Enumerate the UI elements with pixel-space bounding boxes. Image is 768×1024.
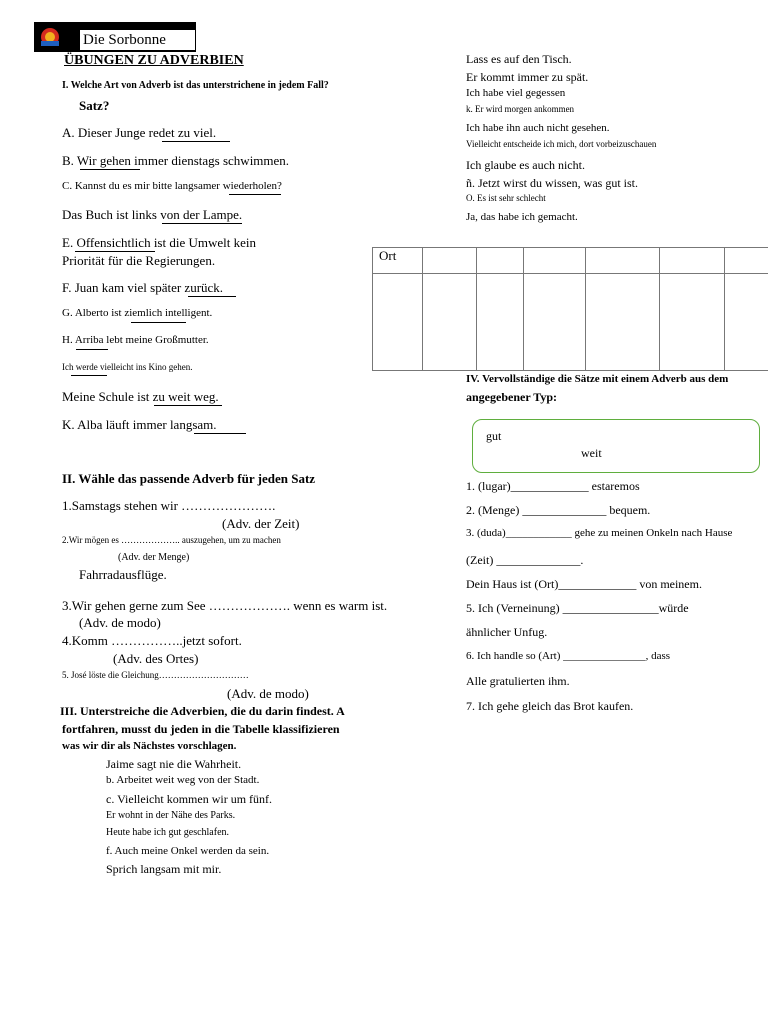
section1-item-e: E. Offensichtlich ist die Umwelt kein <box>62 235 256 250</box>
section1-item-e2: Priorität für die Regierungen. <box>62 253 216 268</box>
section2-line2: 2.Wir mögen es ……………….. auszugehen, um zu machen <box>62 535 281 545</box>
table-cell[interactable] <box>660 274 725 371</box>
section2-line5: 5. José löste die Gleichung………………………… <box>62 670 249 680</box>
section3-item: f. Auch meine Onkel werden da sein. <box>106 845 270 857</box>
section3-item: Jaime sagt nie die Wahrheit. <box>106 757 242 771</box>
section1-item-i: Ich werde vielleicht ins Kino gehen. <box>62 362 193 372</box>
logo-text: Die Sorbonne <box>80 30 195 50</box>
section3-item: b. Arbeitet weit weg von der Stadt. <box>106 774 260 786</box>
section1-heading-cont: Satz? <box>79 98 110 113</box>
section2-line3: 3.Wir gehen gerne zum See ………………. wenn es warm ist. <box>62 598 388 613</box>
section1-item-j: Meine Schule ist zu weit weg. <box>62 389 219 404</box>
section1-item-f: F. Juan kam viel später zurück. <box>62 280 224 295</box>
section1-item-d: Das Buch ist links von der Lampe. <box>62 207 243 222</box>
page-title: ÜBUNGEN ZU ADVERBIEN <box>64 53 244 68</box>
section3-right-item: Er kommt immer zu spät. <box>466 70 589 84</box>
section2-line3-hint: (Adv. de modo) <box>79 615 161 630</box>
section1-heading: I. Welche Art von Adverb ist das unterstrichene in jedem Fall? <box>62 80 329 91</box>
section3-heading2: fortfahren, musst du jeden in die Tabelle klassifizieren <box>62 722 340 736</box>
section4-item: Dein Haus ist (Ort)_____________ von meinem. <box>466 577 702 591</box>
table-header-ort: Ort <box>373 248 423 274</box>
section3-item: Sprich langsam mit mir. <box>106 862 222 876</box>
section2-line4: 4.Komm ……………..jetzt sofort. <box>62 633 242 648</box>
section2-line1: 1.Samstags stehen wir …………………. <box>62 498 276 513</box>
section1-item-b: B. Wir gehen immer dienstags schwimmen. <box>62 153 290 168</box>
word-box-weit: weit <box>581 446 602 460</box>
section3-right-item: Ich habe ihn auch nicht gesehen. <box>466 122 610 134</box>
classification-table <box>372 247 768 371</box>
table-cell[interactable] <box>724 274 768 371</box>
section3-heading3: was wir dir als Nächstes vorschlagen. <box>62 740 237 752</box>
section3-right-item: Ja, das habe ich gemacht. <box>466 211 578 223</box>
section1-item-g: G. Alberto ist ziemlich intelligent. <box>62 307 213 319</box>
section4-item: 3. (duda)____________ gehe zu meinen Onkeln nach Hause <box>466 527 733 539</box>
section4-item: 7. Ich gehe gleich das Brot kaufen. <box>466 699 634 713</box>
table-cell[interactable] <box>586 274 660 371</box>
word-box <box>472 419 760 473</box>
emblem-icon <box>38 26 62 48</box>
section3-item: Heute habe ich gut geschlafen. <box>106 827 230 838</box>
section4-heading2: angegebener Typ: <box>466 390 558 404</box>
section1-item-c: C. Kannst du es mir bitte langsamer wiederholen? <box>62 180 282 192</box>
section3-item: c. Vielleicht kommen wir um fünf. <box>106 792 273 806</box>
section3-right-item: Ich habe viel gegessen <box>466 87 566 99</box>
section3-right-item: O. Es ist sehr schlecht <box>466 193 546 203</box>
section4-item: Alle gratulierten ihm. <box>466 674 570 688</box>
section3-item: Er wohnt in der Nähe des Parks. <box>106 810 236 821</box>
section2-line4-hint: (Adv. des Ortes) <box>113 651 199 666</box>
section3-right-item: ñ. Jetzt wirst du wissen, was gut ist. <box>466 176 638 190</box>
table-cell[interactable] <box>422 274 477 371</box>
word-box-gut: gut <box>486 429 502 443</box>
table-cell[interactable] <box>477 274 523 371</box>
section4-heading1: IV. Vervollständige die Sätze mit einem Adverb aus dem <box>466 373 729 385</box>
section3-right-item: Lass es auf den Tisch. <box>466 52 572 66</box>
section3-right-item: Vielleicht entscheide ich mich, dort vorbeizuschauen <box>466 139 657 149</box>
section4-item: (Zeit) ______________. <box>466 553 584 567</box>
section2-line5-hint: (Adv. de modo) <box>227 686 309 701</box>
section2-heading: II. Wähle das passende Adverb für jeden Satz <box>62 471 316 486</box>
section4-item: 6. Ich handle so (Art) _______________, dass <box>466 650 671 662</box>
section1-item-k: K. Alba läuft immer langsam. <box>62 417 217 432</box>
section4-item: 2. (Menge) ______________ bequem. <box>466 503 651 517</box>
section3-heading1: III. Unterstreiche die Adverbien, die du darin findest. A <box>60 704 345 718</box>
section4-item: 1. (lugar)_____________ estaremos <box>466 479 640 493</box>
section4-item: ähnlicher Unfug. <box>466 625 548 639</box>
table-cell[interactable] <box>523 274 586 371</box>
section1-item-a: A. Dieser Junge redet zu viel. <box>62 125 217 140</box>
section2-line1-hint: (Adv. der Zeit) <box>222 516 300 531</box>
section3-right-item: Ich glaube es auch nicht. <box>466 158 585 172</box>
section2-line2-cont: Fahrradausflüge. <box>79 567 167 582</box>
section4-item: 5. Ich (Verneinung) ________________würde <box>466 601 689 615</box>
section2-line2-hint: (Adv. der Menge) <box>118 552 190 563</box>
section3-right-item: k. Er wird morgen ankommen <box>466 104 575 114</box>
table-cell[interactable] <box>373 274 423 371</box>
logo <box>34 22 196 52</box>
section1-item-h: H. Arriba lebt meine Großmutter. <box>62 334 209 346</box>
